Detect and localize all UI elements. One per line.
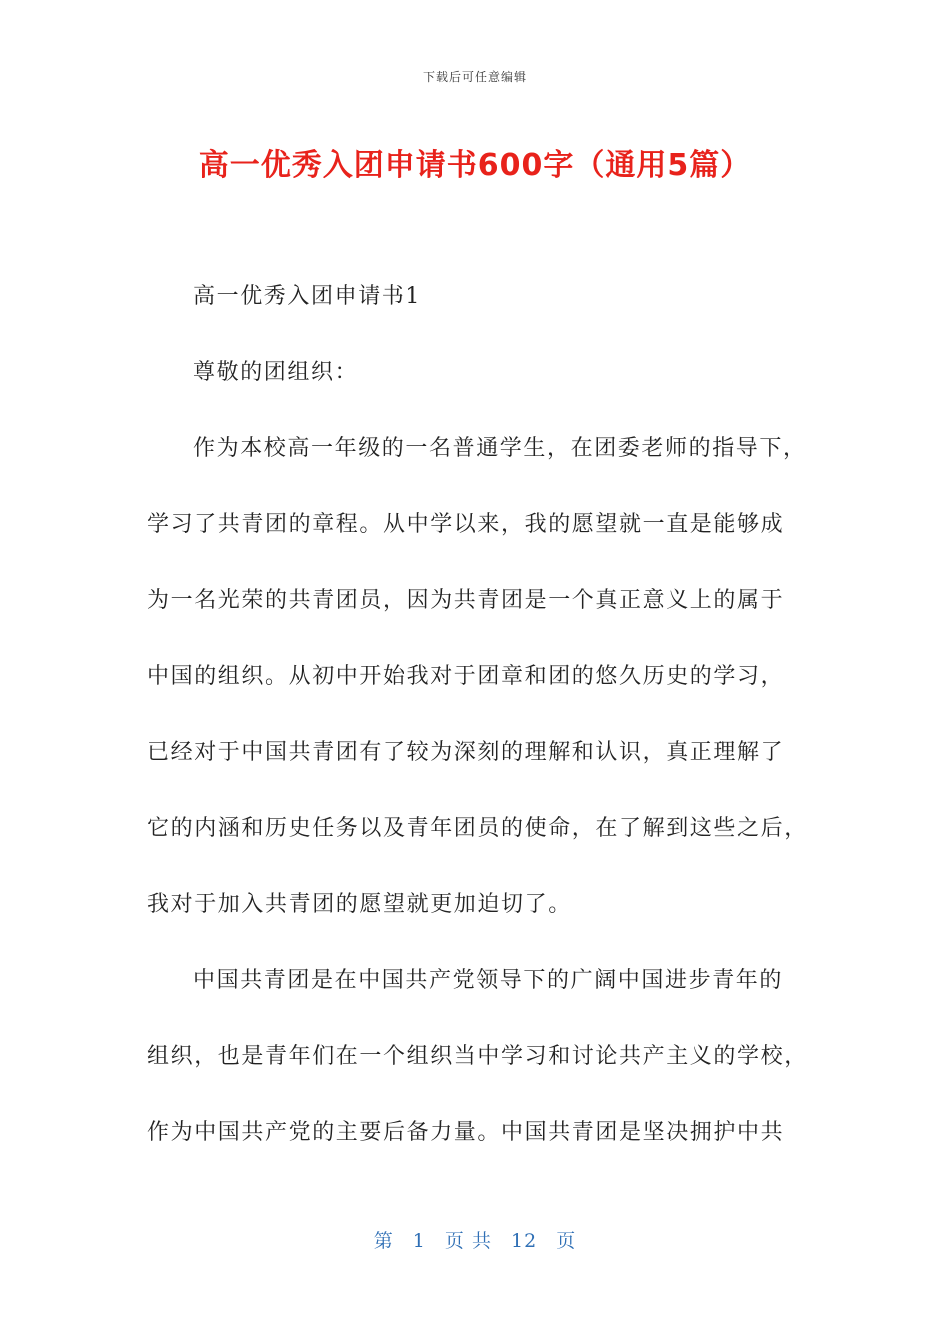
document-body (147, 259, 812, 1171)
paragraph-line: 已经对于中国共青团有了较为深刻的理解和认识，真正理解了 (147, 740, 785, 765)
footer-mid: 页 共 (444, 1230, 492, 1252)
paragraph-line: 我对于加入共青团的愿望就更加迫切了。 (147, 892, 572, 917)
paragraph-line: 为一名光荣的共青团员，因为共青团是一个真正意义上的属于 (147, 588, 785, 613)
header-note: 下载后可任意编辑 (422, 70, 527, 84)
document-title: 高一优秀入团申请书600字（通用5篇） (198, 148, 752, 183)
paragraph-line: 组织，也是青年们在一个组织当中学习和讨论共产主义的学校， (147, 1044, 808, 1069)
paragraph-line: 中国共青团是在中国共产党领导下的广阔中国进步青年的 (193, 968, 784, 993)
paragraph-line: 学习了共青团的章程。从中学以来，我的愿望就一直是能够成 (147, 512, 785, 537)
footer-suffix: 页 (556, 1230, 577, 1252)
footer-page-number: 1 (412, 1230, 426, 1252)
salutation: 尊敬的团组织： (193, 360, 359, 385)
paragraph-line: 中国的组织。从初中开始我对于团章和团的悠久历史的学习， (147, 664, 785, 689)
section-heading: 高一优秀入团申请书1 (193, 284, 421, 309)
paragraph-line: 作为本校高一年级的一名普通学生，在团委老师的指导下， (193, 436, 807, 461)
page-footer (0, 1226, 950, 1253)
paragraph-line: 作为中国共产党的主要后备力量。中国共青团是坚决拥护中共 (147, 1120, 785, 1145)
footer-total-pages: 12 (511, 1230, 538, 1252)
paragraph-line: 它的内涵和历史任务以及青年团员的使命，在了解到这些之后， (147, 816, 808, 841)
footer-prefix: 第 (373, 1230, 394, 1252)
